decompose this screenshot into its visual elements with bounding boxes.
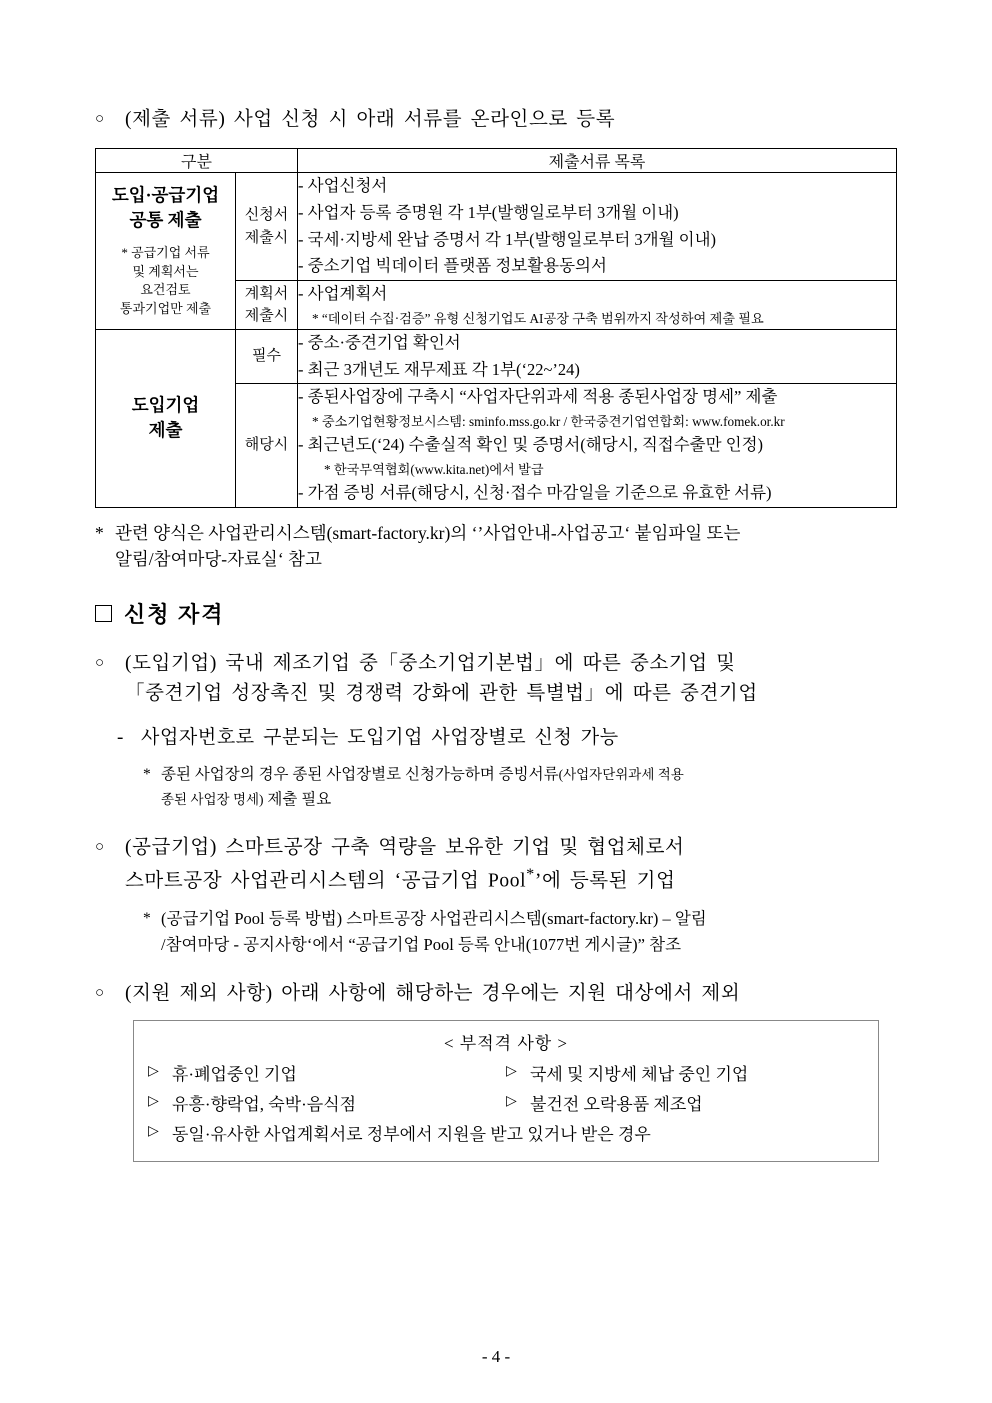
category-adopting-company: [96, 329, 236, 507]
triangle-bullet-icon: ▷: [148, 1123, 159, 1139]
document-note: * “데이터 수집·검증” 유형 신청기업도 AI공장 구축 범위까지 작성하여 제출 필요: [312, 310, 764, 326]
document-item: - 국세·지방세 완납 증명서 각 1부(발행일로부터 3개월 이내): [298, 229, 717, 249]
footnote-line: 알림/참여마당-자료실‘ 참고: [115, 549, 322, 570]
table-row: [96, 329, 897, 383]
document-item: - 종된사업장에 구축시 “사업자단위과세 적용 종된사업장 명세” 제출: [298, 387, 778, 407]
documents-list-plan: [298, 281, 897, 330]
list-item-label: 국세 및 지방세 체납 중인 기업: [530, 1065, 749, 1085]
eligibility-subitem-text: 사업자번호로 구분되는 도입기업 사업장별로 신청 가능: [141, 726, 619, 748]
list-item-label: 불건전 오락용품 제조업: [530, 1094, 703, 1114]
table-header-category: 구분: [96, 149, 298, 173]
note-text: 제출 필요: [263, 791, 332, 809]
ineligibility-box: [133, 1020, 879, 1162]
list-item: [506, 1090, 864, 1120]
note-text-small: 종된 사업장 명세): [161, 792, 264, 808]
subcategory-line: 필수: [252, 348, 281, 365]
bullet-circle-icon: ○: [95, 655, 105, 672]
table-header-documents: 제출서류 목록: [298, 149, 897, 173]
list-item-label: 휴·폐업중인 기업: [172, 1065, 297, 1085]
category-common-submission: [96, 173, 236, 330]
document-item: - 사업자 등록 증명원 각 1부(발행일로부터 3개월 이내): [298, 202, 679, 222]
document-item: - 사업계획서: [298, 284, 388, 304]
eligibility-item-supplier-text: [125, 833, 897, 896]
footnote-superscript: *: [526, 864, 535, 883]
exclusion-item-text: (지원 제외 사항) 아래 사항에 해당하는 경우에는 지원 대상에서 제외: [125, 982, 741, 1004]
subcategory-line: 신청서: [244, 207, 289, 224]
subcategory-required: [236, 329, 298, 383]
subcategory-plan-stage: [236, 281, 298, 330]
bullet-circle-icon: ○: [95, 111, 105, 127]
eligibility-item-supplier: [95, 833, 897, 896]
supplier-pool-note-line: /참여마당 - 공지사항‘에서 “공급기업 Pool 등록 안내(1077번 게시글)” 참조: [161, 935, 682, 955]
table-row: [96, 173, 897, 281]
subcategory-line: 해당시: [244, 437, 289, 454]
ineligibility-list: [148, 1060, 864, 1149]
category-note-line: 요건검토: [140, 282, 191, 298]
section-heading-eligibility: [95, 598, 897, 629]
eligibility-item-adopting-text: [125, 649, 897, 708]
subcategory-application-stage: [236, 173, 298, 281]
category-line2: 공통 제출: [129, 210, 202, 231]
exclusion-item: [95, 979, 897, 1008]
category-note-line: 및 계획서는: [132, 263, 199, 279]
category-note: [96, 244, 235, 319]
list-item: [148, 1120, 864, 1150]
document-item: - 최근 3개년도 재무제표 각 1부(‘22~’24): [298, 359, 580, 379]
eligibility-line: [125, 862, 897, 896]
footnote-body: [115, 520, 897, 573]
submission-documents-intro: [95, 105, 897, 134]
document-item: - 중소기업 빅데이터 플랫폼 정보활용동의서: [298, 256, 607, 276]
eligibility-note-subsidiary: [95, 762, 897, 812]
footnote-marker: *: [95, 522, 104, 543]
note-text-small: (사업자단위과세 적용: [558, 767, 684, 783]
footnote-line: 관련 양식은 사업관리시스템(smart-factory.kr)의 ‘’사업안내-사업공고‘ 붙임파일 또는: [115, 522, 741, 543]
eligibility-line: 「중견기업 성장촉진 및 경쟁력 강화에 관한 특별법」에 따른 중견기업: [125, 682, 758, 704]
supplier-pool-note-body: [161, 906, 707, 959]
eligibility-note-body: [161, 762, 684, 812]
page-number: - 4 -: [481, 1347, 511, 1366]
document-note: * 중소기업현황정보시스템: sminfo.mss.go.kr / 한국중견기업연합회: www.fomek.or.kr: [312, 414, 785, 430]
dash-marker: -: [117, 726, 124, 748]
list-item-label: 동일·유사한 사업계획서로 정부에서 지원을 받고 있거나 받은 경우: [172, 1124, 651, 1144]
eligibility-note-line: [161, 762, 684, 787]
star-marker: *: [143, 766, 151, 784]
triangle-bullet-icon: ▷: [148, 1093, 159, 1109]
eligibility-line-part: ’에 등록된 기업: [534, 870, 676, 892]
section-heading-label: 신청 자격: [124, 602, 225, 628]
document-item: - 사업신청서: [298, 176, 388, 196]
list-item: [148, 1060, 506, 1090]
category-line2: 제출: [148, 420, 183, 441]
table-header-row: [96, 149, 897, 173]
triangle-bullet-icon: ▷: [148, 1064, 159, 1080]
eligibility-line: (도입기업) 국내 제조기업 중「중소기업기본법」에 따른 중소기업 및: [125, 653, 736, 675]
list-item: [506, 1060, 864, 1090]
ineligibility-title: < 부적격 사항 >: [443, 1034, 569, 1054]
submission-documents-table: [95, 148, 897, 508]
document-item: - 최근년도(‘24) 수출실적 확인 및 증명서(해당시, 직접수출만 인정): [298, 435, 764, 455]
category-note-line: 통과기업만 제출: [119, 301, 212, 317]
subcategory-line: 계획서: [244, 285, 289, 302]
documents-list-application: [298, 173, 897, 281]
category-line1: 도입·공급기업: [111, 185, 220, 206]
subcategory-line: 제출시: [244, 308, 289, 325]
eligibility-subitem-business-number: [95, 724, 897, 753]
note-text: 종된 사업장의 경우 종된 사업장별로 신청가능하며 증빙서류: [161, 766, 559, 784]
eligibility-line-part: 스마트공장 사업관리시스템의 ‘공급기업 Pool: [125, 870, 527, 892]
document-note: * 한국무역협회(www.kita.net)에서 발급: [324, 461, 544, 477]
eligibility-note-line: [161, 787, 684, 812]
triangle-bullet-icon: ▷: [506, 1093, 517, 1109]
supplier-pool-note: [95, 906, 897, 959]
category-line1: 도입기업: [131, 395, 200, 416]
category-note-line: * 공급기업 서류: [121, 244, 210, 260]
document-item: - 가점 증빙 서류(해당시, 신청·접수 마감일을 기준으로 유효한 서류): [298, 483, 772, 503]
triangle-bullet-icon: ▷: [506, 1064, 517, 1080]
bullet-circle-icon: ○: [95, 984, 105, 1001]
eligibility-item-adopting: [95, 649, 897, 708]
star-marker: *: [143, 909, 151, 927]
list-item-label: 유흥·향락업, 숙박·음식점: [172, 1094, 357, 1114]
square-bullet-icon: [95, 605, 112, 622]
submission-documents-intro-text: (제출 서류) 사업 신청 시 아래 서류를 온라인으로 등록: [125, 109, 616, 130]
supplier-pool-note-line: (공급기업 Pool 등록 방법) 스마트공장 사업관리시스템(smart-factory.kr) – 알림: [161, 908, 707, 928]
subcategory-line: 제출시: [244, 229, 289, 246]
bullet-circle-icon: ○: [95, 838, 105, 855]
documents-list-if-applicable: [298, 384, 897, 507]
eligibility-line: (공급기업) 스마트공장 구축 역량을 보유한 기업 및 협업체로서: [125, 836, 685, 858]
table-footnote: [95, 520, 897, 573]
list-item: [148, 1090, 506, 1120]
document-item: - 중소·중견기업 확인서: [298, 332, 461, 352]
documents-list-required: [298, 329, 897, 383]
subcategory-if-applicable: [236, 384, 298, 507]
